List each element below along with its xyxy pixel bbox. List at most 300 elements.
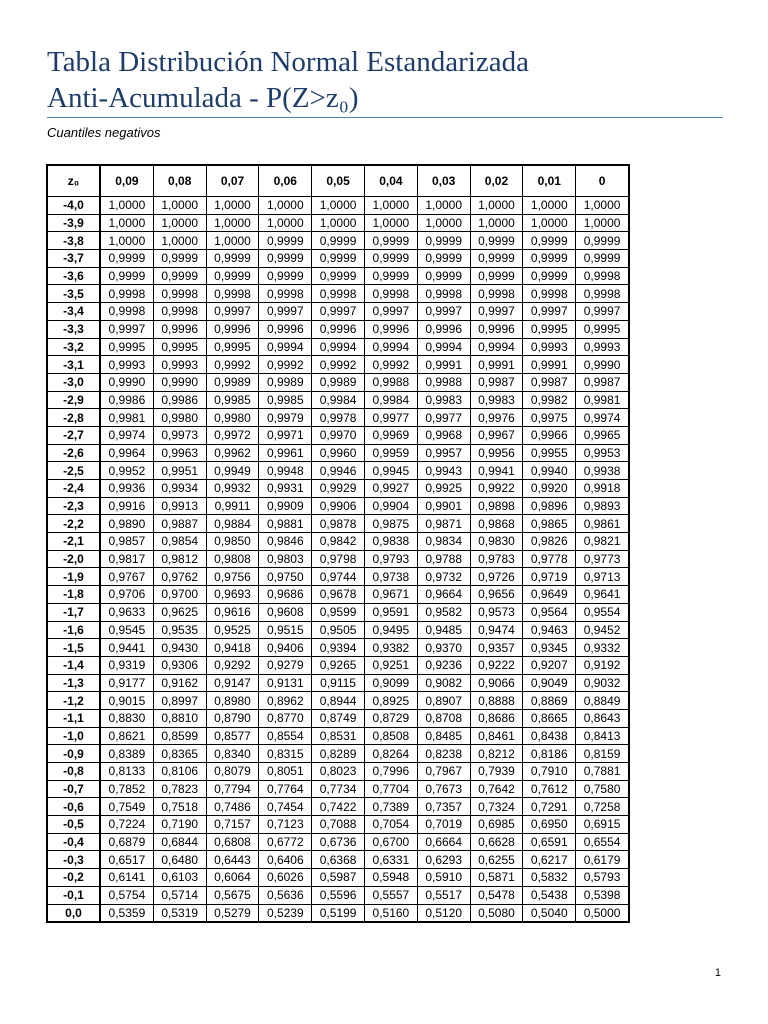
table-row [47, 303, 629, 321]
table-row [47, 586, 629, 604]
table-row [47, 904, 629, 922]
table-cell: 0,9990 [153, 373, 206, 391]
table-cell: 0,9993 [100, 356, 153, 374]
table-cell: 0,9995 [523, 320, 576, 338]
table-cell: 0,9994 [417, 338, 470, 356]
row-header-z: -2,6 [47, 444, 100, 462]
table-cell: 0,9999 [470, 250, 523, 268]
table-cell: 0,9989 [259, 373, 312, 391]
row-header-z: -2,1 [47, 533, 100, 551]
table-cell: 0,9913 [153, 497, 206, 515]
table-cell: 0,8770 [259, 709, 312, 727]
table-cell: 0,8508 [364, 727, 417, 745]
table-cell: 0,6064 [206, 869, 259, 887]
subtitle: Cuantiles negativos [47, 125, 161, 140]
table-cell: 0,6293 [417, 851, 470, 869]
table-cell: 0,9999 [523, 232, 576, 250]
table-cell: 0,8389 [100, 745, 153, 763]
table-cell: 0,9713 [576, 568, 629, 586]
table-cell: 0,9898 [470, 497, 523, 515]
table-cell: 0,9929 [312, 480, 365, 498]
table-cell: 0,5279 [206, 904, 259, 922]
table-cell: 0,9984 [312, 391, 365, 409]
table-cell: 0,5714 [153, 886, 206, 904]
table-cell: 0,8621 [100, 727, 153, 745]
table-cell: 0,9162 [153, 674, 206, 692]
table-cell: 0,9265 [312, 656, 365, 674]
table-cell: 0,9922 [470, 480, 523, 498]
table-cell: 0,9920 [523, 480, 576, 498]
table-cell: 0,9999 [153, 250, 206, 268]
table-cell: 0,6808 [206, 833, 259, 851]
table-row [47, 267, 629, 285]
table-cell: 0,8289 [312, 745, 365, 763]
table-cell: 0,9671 [364, 586, 417, 604]
table-cell: 1,0000 [153, 232, 206, 250]
table-header-row [47, 165, 629, 197]
table-cell: 0,9993 [523, 338, 576, 356]
table-cell: 0,9998 [206, 285, 259, 303]
table-cell: 0,9998 [364, 285, 417, 303]
table-cell: 0,7486 [206, 798, 259, 816]
table-cell: 0,7422 [312, 798, 365, 816]
table-cell: 0,9964 [100, 444, 153, 462]
table-cell: 0,9474 [470, 621, 523, 639]
table-cell: 0,9750 [259, 568, 312, 586]
table-cell: 0,9990 [100, 373, 153, 391]
table-cell: 0,9998 [417, 285, 470, 303]
table-cell: 0,5557 [364, 886, 417, 904]
table-cell: 0,9678 [312, 586, 365, 604]
table-cell: 0,9973 [153, 426, 206, 444]
table-cell: 0,9999 [417, 267, 470, 285]
table-cell: 0,8051 [259, 763, 312, 781]
table-cell: 1,0000 [206, 197, 259, 215]
table-cell: 0,8708 [417, 709, 470, 727]
table-cell: 0,7454 [259, 798, 312, 816]
table-row [47, 426, 629, 444]
page-number: 1 [714, 967, 721, 979]
table-cell: 0,9906 [312, 497, 365, 515]
row-header-z: -2,3 [47, 497, 100, 515]
table-cell: 0,9817 [100, 550, 153, 568]
table-cell: 0,9998 [100, 285, 153, 303]
table-row [47, 727, 629, 745]
table-cell: 0,8186 [523, 745, 576, 763]
table-cell: 0,9943 [417, 462, 470, 480]
table-cell: 0,9996 [417, 320, 470, 338]
table-cell: 0,6628 [470, 833, 523, 851]
table-cell: 0,9996 [259, 320, 312, 338]
table-cell: 0,9999 [100, 250, 153, 268]
table-cell: 0,9890 [100, 515, 153, 533]
table-cell: 0,5910 [417, 869, 470, 887]
row-header-z: -0,3 [47, 851, 100, 869]
table-cell: 0,5239 [259, 904, 312, 922]
table-cell: 0,9927 [364, 480, 417, 498]
table-row [47, 745, 629, 763]
row-header-z: -1,1 [47, 709, 100, 727]
table-cell: 0,8925 [364, 692, 417, 710]
table-cell: 0,9995 [576, 320, 629, 338]
table-cell: 1,0000 [206, 214, 259, 232]
table-cell: 0,7642 [470, 780, 523, 798]
table-cell: 0,9978 [312, 409, 365, 427]
table-cell: 1,0000 [153, 197, 206, 215]
table-cell: 0,9989 [206, 373, 259, 391]
row-header-z: -3,2 [47, 338, 100, 356]
table-cell: 0,9999 [523, 267, 576, 285]
table-cell: 0,9999 [206, 267, 259, 285]
row-header-z: -0,4 [47, 833, 100, 851]
row-header-z: -1,3 [47, 674, 100, 692]
table-cell: 0,9382 [364, 639, 417, 657]
table-cell: 0,9998 [576, 267, 629, 285]
table-cell: 0,9812 [153, 550, 206, 568]
table-cell: 0,9778 [523, 550, 576, 568]
row-header-z: -3,1 [47, 356, 100, 374]
row-header-z: -1,0 [47, 727, 100, 745]
table-cell: 0,9865 [523, 515, 576, 533]
table-cell: 0,9981 [576, 391, 629, 409]
table-cell: 0,8438 [523, 727, 576, 745]
table-cell: 0,9994 [364, 338, 417, 356]
row-header-z: -0,7 [47, 780, 100, 798]
table-cell: 0,9999 [417, 232, 470, 250]
table-cell: 0,8340 [206, 745, 259, 763]
table-cell: 0,9192 [576, 656, 629, 674]
table-cell: 0,9980 [153, 409, 206, 427]
table-cell: 0,7224 [100, 816, 153, 834]
table-cell: 0,5120 [417, 904, 470, 922]
table-row [47, 409, 629, 427]
table-cell: 0,9999 [100, 267, 153, 285]
table-cell: 0,9975 [523, 409, 576, 427]
table-cell: 1,0000 [576, 214, 629, 232]
table-cell: 0,9222 [470, 656, 523, 674]
table-cell: 0,5754 [100, 886, 153, 904]
table-cell: 0,5199 [312, 904, 365, 922]
table-cell: 0,7518 [153, 798, 206, 816]
table-cell: 0,8849 [576, 692, 629, 710]
table-cell: 0,5987 [312, 869, 365, 887]
table-cell: 0,9998 [576, 285, 629, 303]
table-cell: 0,9788 [417, 550, 470, 568]
table-cell: 0,9999 [259, 232, 312, 250]
table-row [47, 550, 629, 568]
table-cell: 0,9515 [259, 621, 312, 639]
table-cell: 0,6103 [153, 869, 206, 887]
table-cell: 0,5871 [470, 869, 523, 887]
table-cell: 0,8729 [364, 709, 417, 727]
table-cell: 0,6879 [100, 833, 153, 851]
table-cell: 0,5636 [259, 886, 312, 904]
column-header: 0,07 [206, 165, 259, 197]
table-cell: 0,9999 [312, 267, 365, 285]
table-cell: 0,7673 [417, 780, 470, 798]
row-header-z: -3,5 [47, 285, 100, 303]
table-cell: 0,9994 [470, 338, 523, 356]
table-cell: 0,9968 [417, 426, 470, 444]
table-cell: 0,9357 [470, 639, 523, 657]
normal-distribution-table [46, 164, 630, 923]
table-cell: 0,9485 [417, 621, 470, 639]
table-cell: 1,0000 [470, 214, 523, 232]
table-cell: 0,8315 [259, 745, 312, 763]
table-cell: 0,9633 [100, 603, 153, 621]
table-cell: 0,5160 [364, 904, 417, 922]
table-row [47, 497, 629, 515]
table-cell: 0,9664 [417, 586, 470, 604]
table-cell: 0,9953 [576, 444, 629, 462]
table-cell: 1,0000 [523, 214, 576, 232]
table-cell: 0,7704 [364, 780, 417, 798]
row-header-z: -0,1 [47, 886, 100, 904]
table-row [47, 444, 629, 462]
row-header-z: -3,9 [47, 214, 100, 232]
table-cell: 0,9904 [364, 497, 417, 515]
table-cell: 0,9987 [576, 373, 629, 391]
table-body [47, 197, 629, 923]
table-cell: 0,9963 [153, 444, 206, 462]
table-cell: 0,9850 [206, 533, 259, 551]
table-cell: 0,9306 [153, 656, 206, 674]
table-cell: 0,9756 [206, 568, 259, 586]
table-cell: 0,9345 [523, 639, 576, 657]
table-cell: 1,0000 [417, 197, 470, 215]
table-cell: 0,7258 [576, 798, 629, 816]
column-header: 0,08 [153, 165, 206, 197]
table-cell: 0,9279 [259, 656, 312, 674]
table-cell: 0,9798 [312, 550, 365, 568]
table-row [47, 763, 629, 781]
table-cell: 1,0000 [100, 232, 153, 250]
table-cell: 0,9998 [153, 285, 206, 303]
row-header-z: -1,7 [47, 603, 100, 621]
table-cell: 0,7967 [417, 763, 470, 781]
table-row [47, 285, 629, 303]
table-cell: 1,0000 [470, 197, 523, 215]
table-cell: 0,7823 [153, 780, 206, 798]
row-header-z: -2,7 [47, 426, 100, 444]
table-cell: 0,9999 [364, 267, 417, 285]
table-cell: 0,9996 [312, 320, 365, 338]
table-cell: 0,9998 [312, 285, 365, 303]
table-row [47, 373, 629, 391]
table-cell: 0,9999 [259, 267, 312, 285]
table-cell: 0,9994 [259, 338, 312, 356]
table-cell: 0,9808 [206, 550, 259, 568]
title-divider [47, 117, 723, 118]
table-cell: 0,9999 [364, 250, 417, 268]
table-cell: 0,9999 [470, 267, 523, 285]
table-cell: 0,9959 [364, 444, 417, 462]
table-cell: 0,9981 [100, 409, 153, 427]
table-cell: 0,8810 [153, 709, 206, 727]
table-cell: 0,8888 [470, 692, 523, 710]
row-header-z: -2,0 [47, 550, 100, 568]
column-header: 0,02 [470, 165, 523, 197]
table-cell: 0,9996 [206, 320, 259, 338]
table-cell: 0,9875 [364, 515, 417, 533]
table-cell: 0,9991 [417, 356, 470, 374]
table-cell: 0,9972 [206, 426, 259, 444]
table-cell: 0,9830 [470, 533, 523, 551]
table-cell: 0,9967 [470, 426, 523, 444]
row-header-z: -1,2 [47, 692, 100, 710]
table-cell: 0,9995 [206, 338, 259, 356]
table-cell: 0,6026 [259, 869, 312, 887]
table-cell: 0,9997 [523, 303, 576, 321]
table-cell: 0,9992 [364, 356, 417, 374]
table-cell: 0,5398 [576, 886, 629, 904]
table-row [47, 568, 629, 586]
table-row [47, 656, 629, 674]
table-cell: 0,9838 [364, 533, 417, 551]
table-cell: 0,5080 [470, 904, 523, 922]
table-cell: 0,9236 [417, 656, 470, 674]
table-cell: 0,9854 [153, 533, 206, 551]
table-cell: 0,9525 [206, 621, 259, 639]
table-cell: 1,0000 [259, 197, 312, 215]
row-header-z: -1,9 [47, 568, 100, 586]
table-cell: 0,9980 [206, 409, 259, 427]
table-cell: 0,9893 [576, 497, 629, 515]
table-cell: 0,8212 [470, 745, 523, 763]
table-cell: 0,9744 [312, 568, 365, 586]
table-cell: 0,9535 [153, 621, 206, 639]
table-cell: 0,9988 [417, 373, 470, 391]
table-cell: 1,0000 [312, 214, 365, 232]
table-cell: 0,9986 [100, 391, 153, 409]
table-cell: 1,0000 [312, 197, 365, 215]
table-cell: 0,9861 [576, 515, 629, 533]
table-cell: 0,8365 [153, 745, 206, 763]
table-cell: 0,9793 [364, 550, 417, 568]
table-cell: 0,5832 [523, 869, 576, 887]
table-cell: 0,9960 [312, 444, 365, 462]
table-cell: 0,9842 [312, 533, 365, 551]
table-cell: 0,5040 [523, 904, 576, 922]
table-cell: 0,9998 [100, 303, 153, 321]
row-header-z: 0,0 [47, 904, 100, 922]
table-cell: 0,9999 [470, 232, 523, 250]
table-cell: 0,8554 [259, 727, 312, 745]
table-cell: 0,9706 [100, 586, 153, 604]
table-cell: 0,5478 [470, 886, 523, 904]
table-cell: 0,9987 [470, 373, 523, 391]
table-cell: 0,9762 [153, 568, 206, 586]
table-cell: 0,9868 [470, 515, 523, 533]
table-row [47, 692, 629, 710]
table-cell: 0,5675 [206, 886, 259, 904]
table-cell: 0,8749 [312, 709, 365, 727]
table-cell: 0,9545 [100, 621, 153, 639]
table-cell: 0,9999 [576, 232, 629, 250]
table-cell: 0,6591 [523, 833, 576, 851]
table-cell: 0,9995 [100, 338, 153, 356]
table-row [47, 214, 629, 232]
table-row [47, 515, 629, 533]
z-column-header: z₀ [47, 165, 100, 197]
table-cell: 0,7764 [259, 780, 312, 798]
table-cell: 0,7054 [364, 816, 417, 834]
table-cell: 0,8907 [417, 692, 470, 710]
row-header-z: -0,5 [47, 816, 100, 834]
table-cell: 0,9992 [259, 356, 312, 374]
table-cell: 0,6772 [259, 833, 312, 851]
table-cell: 0,9783 [470, 550, 523, 568]
table-cell: 1,0000 [576, 197, 629, 215]
table-cell: 0,5793 [576, 869, 629, 887]
table-cell: 0,7881 [576, 763, 629, 781]
table-cell: 0,6985 [470, 816, 523, 834]
column-header: 0,04 [364, 165, 417, 197]
table-cell: 0,9582 [417, 603, 470, 621]
table-cell: 0,7088 [312, 816, 365, 834]
table-cell: 0,9999 [153, 267, 206, 285]
table-cell: 0,9871 [417, 515, 470, 533]
table-cell: 0,6480 [153, 851, 206, 869]
table-cell: 0,9773 [576, 550, 629, 568]
table-cell: 0,9564 [523, 603, 576, 621]
row-header-z: -0,6 [47, 798, 100, 816]
table-cell: 0,9430 [153, 639, 206, 657]
table-cell: 0,9999 [312, 250, 365, 268]
table-row [47, 232, 629, 250]
table-cell: 0,9965 [576, 426, 629, 444]
table-cell: 0,9394 [312, 639, 365, 657]
table-row [47, 833, 629, 851]
table-cell: 0,9985 [206, 391, 259, 409]
table-cell: 0,7190 [153, 816, 206, 834]
table-cell: 0,6700 [364, 833, 417, 851]
table-cell: 0,9998 [153, 303, 206, 321]
table-cell: 0,9956 [470, 444, 523, 462]
table-cell: 0,9969 [364, 426, 417, 444]
table-cell: 0,9995 [153, 338, 206, 356]
table-cell: 0,6406 [259, 851, 312, 869]
table-cell: 0,9998 [470, 285, 523, 303]
table-cell: 0,9997 [312, 303, 365, 321]
table-cell: 0,9932 [206, 480, 259, 498]
table-cell: 0,8079 [206, 763, 259, 781]
row-header-z: -3,6 [47, 267, 100, 285]
row-header-z: -1,6 [47, 621, 100, 639]
table-cell: 0,9997 [470, 303, 523, 321]
table-cell: 0,9641 [576, 586, 629, 604]
table-cell: 0,6950 [523, 816, 576, 834]
table-cell: 0,9976 [470, 409, 523, 427]
table-cell: 0,9599 [312, 603, 365, 621]
table-cell: 0,6217 [523, 851, 576, 869]
row-header-z: -2,2 [47, 515, 100, 533]
table-row [47, 603, 629, 621]
table-cell: 0,9974 [576, 409, 629, 427]
table-cell: 0,6255 [470, 851, 523, 869]
table-cell: 0,8264 [364, 745, 417, 763]
table-cell: 0,9997 [576, 303, 629, 321]
table-cell: 0,7019 [417, 816, 470, 834]
table-row [47, 816, 629, 834]
table-cell: 0,9332 [576, 639, 629, 657]
table-cell: 0,8869 [523, 692, 576, 710]
table-cell: 0,9115 [312, 674, 365, 692]
table-cell: 0,9896 [523, 497, 576, 515]
table-cell: 0,9955 [523, 444, 576, 462]
table-cell: 0,8962 [259, 692, 312, 710]
table-cell: 0,8461 [470, 727, 523, 745]
